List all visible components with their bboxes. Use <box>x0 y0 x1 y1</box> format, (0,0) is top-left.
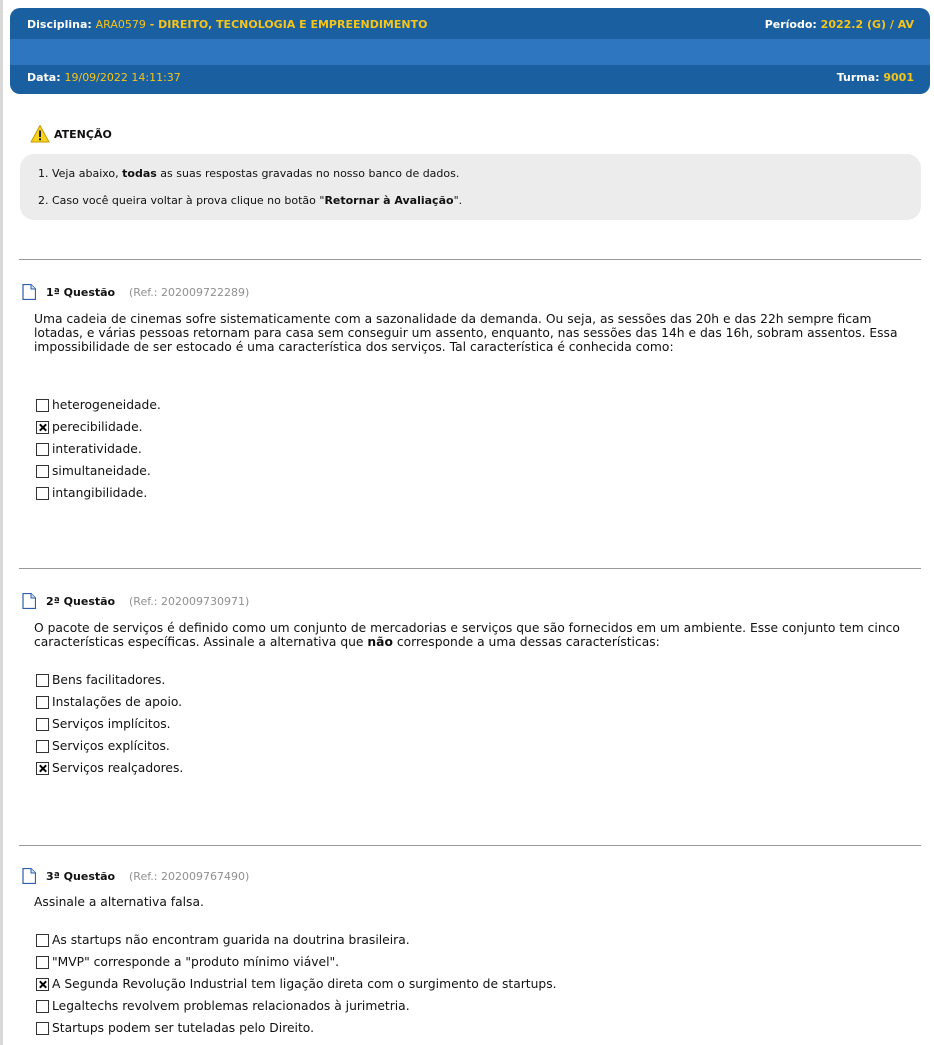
periodo-info <box>765 18 914 31</box>
option-label: Serviços implícitos. <box>52 717 171 731</box>
question-1-title: 1ª Questão <box>46 286 116 299</box>
option-checkbox[interactable] <box>36 740 49 753</box>
option-label: simultaneidade. <box>52 464 151 478</box>
warning-triangle-icon <box>30 124 50 144</box>
option-label: Bens facilitadores. <box>52 673 166 687</box>
question-1-text: Uma cadeia de cinemas sofre sistematicamente com a sazonalidade da demanda. Ou seja, as sessões das 20h e das 22h sempre ficam lotadas, e várias pessoas retornam para casa sem conseguir um assento, enquanto, nas sessões das 14h e das 16h, sobram assentos. Essa impossibilidade de ser estocado é uma característica dos serviços. Tal característica é conhecida como: <box>34 312 898 354</box>
data-value: 19/09/2022 14:11:37 <box>64 71 181 84</box>
question-3-title: 3ª Questão <box>46 870 116 883</box>
attention-notice <box>20 154 921 220</box>
header-band <box>10 39 930 65</box>
left-border <box>0 0 3 1045</box>
notice-line-1-bold: todas <box>122 167 157 180</box>
header-top-row <box>10 13 930 39</box>
option-checkbox[interactable] <box>36 956 49 969</box>
option-checkbox[interactable] <box>36 487 49 500</box>
notice-line-2 <box>38 194 462 207</box>
turma-label: Turma: <box>836 71 880 84</box>
notice-line-2-bold: Retornar à Avaliação <box>324 194 454 207</box>
question-1-ref: (Ref.: 202009722289) <box>129 286 250 299</box>
notice-line-2-text: 2. Caso você queira voltar à prova clique no botão " <box>38 194 325 207</box>
option-checkbox[interactable] <box>36 934 49 947</box>
option-checkbox[interactable] <box>36 399 49 412</box>
separator <box>19 259 921 260</box>
option-checkbox[interactable] <box>36 1000 49 1013</box>
document-icon <box>22 593 36 609</box>
option-checkbox-checked[interactable] <box>36 421 49 434</box>
separator <box>19 845 921 846</box>
option-checkbox[interactable] <box>36 465 49 478</box>
option-label: A Segunda Revolução Industrial tem ligação direta com o surgimento de startups. <box>52 977 557 991</box>
notice-line-1-text: 1. Veja abaixo, <box>38 167 123 180</box>
attention-title: ATENÇÃO <box>54 128 112 141</box>
option-label: "MVP" corresponde a "produto mínimo viável". <box>52 955 340 969</box>
periodo-value: 2022.2 (G) / AV <box>820 18 914 31</box>
notice-line-2-text-end: ". <box>453 194 463 207</box>
disciplina-label: Disciplina: <box>27 18 92 31</box>
question-3-text: Assinale a alternativa falsa. <box>34 895 204 909</box>
exam-header <box>10 8 930 94</box>
separator <box>19 568 921 569</box>
header-bottom-row <box>10 66 930 92</box>
data-label: Data: <box>27 71 61 84</box>
option-label: intangibilidade. <box>52 486 148 500</box>
option-checkbox-checked[interactable] <box>36 978 49 991</box>
notice-line-1 <box>38 167 459 180</box>
option-label: As startups não encontram guarida na doutrina brasileira. <box>52 933 410 947</box>
option-label: Instalações de apoio. <box>52 695 183 709</box>
option-label: heterogeneidade. <box>52 398 161 412</box>
option-label: Serviços realçadores. <box>52 761 184 775</box>
disciplina-info <box>27 18 427 31</box>
option-label: Startups podem ser tuteladas pelo Direito. <box>52 1021 314 1035</box>
option-checkbox-checked[interactable] <box>36 762 49 775</box>
periodo-label: Período: <box>764 18 817 31</box>
turma-value: 9001 <box>883 71 914 84</box>
question-3-ref: (Ref.: 202009767490) <box>129 870 250 883</box>
question-2-text <box>34 621 914 649</box>
question-2-text-bold: não <box>367 635 393 649</box>
question-2-title: 2ª Questão <box>46 595 116 608</box>
question-2-text-b: corresponde a uma dessas características: <box>392 635 660 649</box>
document-icon <box>22 284 36 300</box>
option-label: Serviços explícitos. <box>52 739 170 753</box>
disciplina-name: - DIREITO, TECNOLOGIA E EMPREENDIMENTO <box>145 18 428 31</box>
option-checkbox[interactable] <box>36 674 49 687</box>
option-label: Legaltechs revolvem problemas relacionados à jurimetria. <box>52 999 410 1013</box>
option-label: interatividade. <box>52 442 142 456</box>
data-info <box>27 71 181 84</box>
option-label: perecibilidade. <box>52 420 143 434</box>
document-icon <box>22 868 36 884</box>
turma-info <box>837 71 914 84</box>
question-2-ref: (Ref.: 202009730971) <box>129 595 250 608</box>
option-checkbox[interactable] <box>36 696 49 709</box>
option-checkbox[interactable] <box>36 443 49 456</box>
disciplina-code: ARA0579 <box>95 18 146 31</box>
question-2-text-a: O pacote de serviços é definido como um conjunto de mercadorias e serviços que são fornecidos em um ambiente. Esse conjunto tem cinco características específicas. Assinale a alternativa que <box>34 621 900 649</box>
option-checkbox[interactable] <box>36 1022 49 1035</box>
option-checkbox[interactable] <box>36 718 49 731</box>
notice-line-1-text-end: as suas respostas gravadas no nosso banco de dados. <box>156 167 460 180</box>
